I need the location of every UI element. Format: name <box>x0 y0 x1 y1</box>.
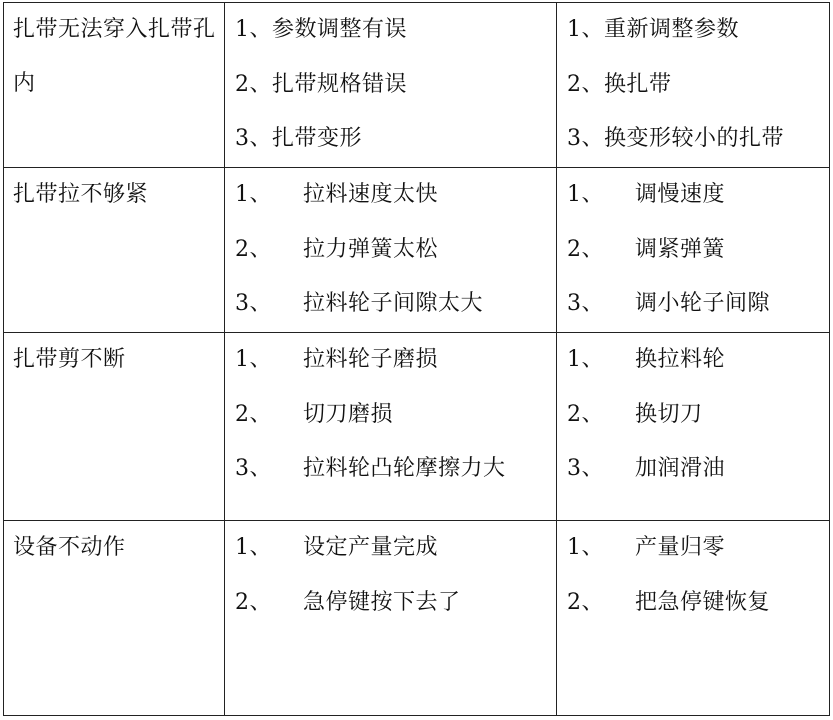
item-text: 切刀磨损 <box>303 401 394 427</box>
fault-cell <box>4 168 225 333</box>
cause-cell <box>225 3 557 168</box>
solution-item <box>557 58 829 113</box>
cause-item <box>225 58 556 113</box>
fault-name: 设备不动作 <box>13 535 126 560</box>
solution-item <box>557 112 829 167</box>
item-text: 参数调整有误 <box>272 17 408 42</box>
item-text: 产量归零 <box>635 535 726 560</box>
item-text: 拉料轮凸轮摩擦力大 <box>303 456 506 481</box>
item-text: 加润滑油 <box>635 456 726 481</box>
solution-cell <box>557 3 830 168</box>
item-text: 扎带变形 <box>272 126 363 151</box>
solution-item <box>557 576 829 631</box>
item-number: 1、 <box>235 182 272 207</box>
solution-cell <box>557 333 830 521</box>
fault-cell <box>4 521 225 716</box>
item-text: 换切刀 <box>635 401 703 427</box>
table-row <box>4 333 830 521</box>
solution-item <box>557 388 829 443</box>
item-number: 3、 <box>567 456 604 481</box>
cause-item <box>225 112 556 167</box>
item-text: 设定产量完成 <box>303 535 439 560</box>
fault-name: 扎带无法穿入扎带孔内 <box>13 17 216 96</box>
item-number: 2、 <box>567 236 604 262</box>
item-number: 2、 <box>235 71 272 97</box>
cause-item <box>225 168 556 223</box>
cause-item <box>225 521 556 576</box>
fault-name: 扎带剪不断 <box>13 347 126 372</box>
item-text: 急停键按下去了 <box>303 589 461 615</box>
item-number: 1、 <box>235 535 272 560</box>
cause-cell <box>225 168 557 333</box>
item-number: 3、 <box>235 456 272 481</box>
solution-item <box>557 277 829 332</box>
item-number: 1、 <box>567 182 604 207</box>
item-number: 3、 <box>235 126 272 151</box>
table-row <box>4 3 830 168</box>
cause-item <box>225 388 556 443</box>
table-row <box>4 521 830 716</box>
solution-item <box>557 521 829 576</box>
item-number: 3、 <box>235 291 272 316</box>
solution-cell <box>557 521 830 716</box>
item-number: 2、 <box>567 71 604 97</box>
item-text: 把急停键恢复 <box>635 589 771 615</box>
item-text: 换拉料轮 <box>635 347 726 372</box>
item-number: 1、 <box>567 17 604 42</box>
item-number: 2、 <box>235 401 272 427</box>
cause-item <box>225 223 556 278</box>
table-row <box>4 168 830 333</box>
cause-cell <box>225 333 557 521</box>
item-text: 调慢速度 <box>635 182 726 207</box>
solution-item <box>557 3 829 58</box>
fault-table <box>3 2 830 716</box>
item-number: 2、 <box>235 236 272 262</box>
item-text: 扎带规格错误 <box>272 71 408 97</box>
item-text: 重新调整参数 <box>604 17 740 42</box>
item-number: 3、 <box>567 126 604 151</box>
item-text: 拉料轮子磨损 <box>303 347 439 372</box>
cause-item <box>225 277 556 332</box>
fault-cell <box>4 333 225 521</box>
item-text: 拉料轮子间隙太大 <box>303 291 484 316</box>
item-text: 拉料速度太快 <box>303 182 439 207</box>
item-text: 换扎带 <box>604 71 672 97</box>
item-number: 2、 <box>567 401 604 427</box>
cause-item <box>225 3 556 58</box>
item-number: 1、 <box>567 347 604 372</box>
fault-cell <box>4 3 225 168</box>
cause-item <box>225 442 556 497</box>
cause-item <box>225 576 556 631</box>
solution-item <box>557 223 829 278</box>
cause-cell <box>225 521 557 716</box>
cause-item <box>225 333 556 388</box>
solution-item <box>557 442 829 497</box>
item-text: 换变形较小的扎带 <box>604 126 785 151</box>
fault-name: 扎带拉不够紧 <box>13 182 149 207</box>
solution-item <box>557 168 829 223</box>
solution-item <box>557 333 829 388</box>
item-number: 1、 <box>235 17 272 42</box>
item-number: 1、 <box>567 535 604 560</box>
item-text: 调紧弹簧 <box>635 236 726 262</box>
item-number: 1、 <box>235 347 272 372</box>
solution-cell <box>557 168 830 333</box>
item-text: 调小轮子间隙 <box>635 291 771 316</box>
item-number: 2、 <box>567 589 604 615</box>
item-number: 2、 <box>235 589 272 615</box>
item-text: 拉力弹簧太松 <box>303 236 439 262</box>
item-number: 3、 <box>567 291 604 316</box>
